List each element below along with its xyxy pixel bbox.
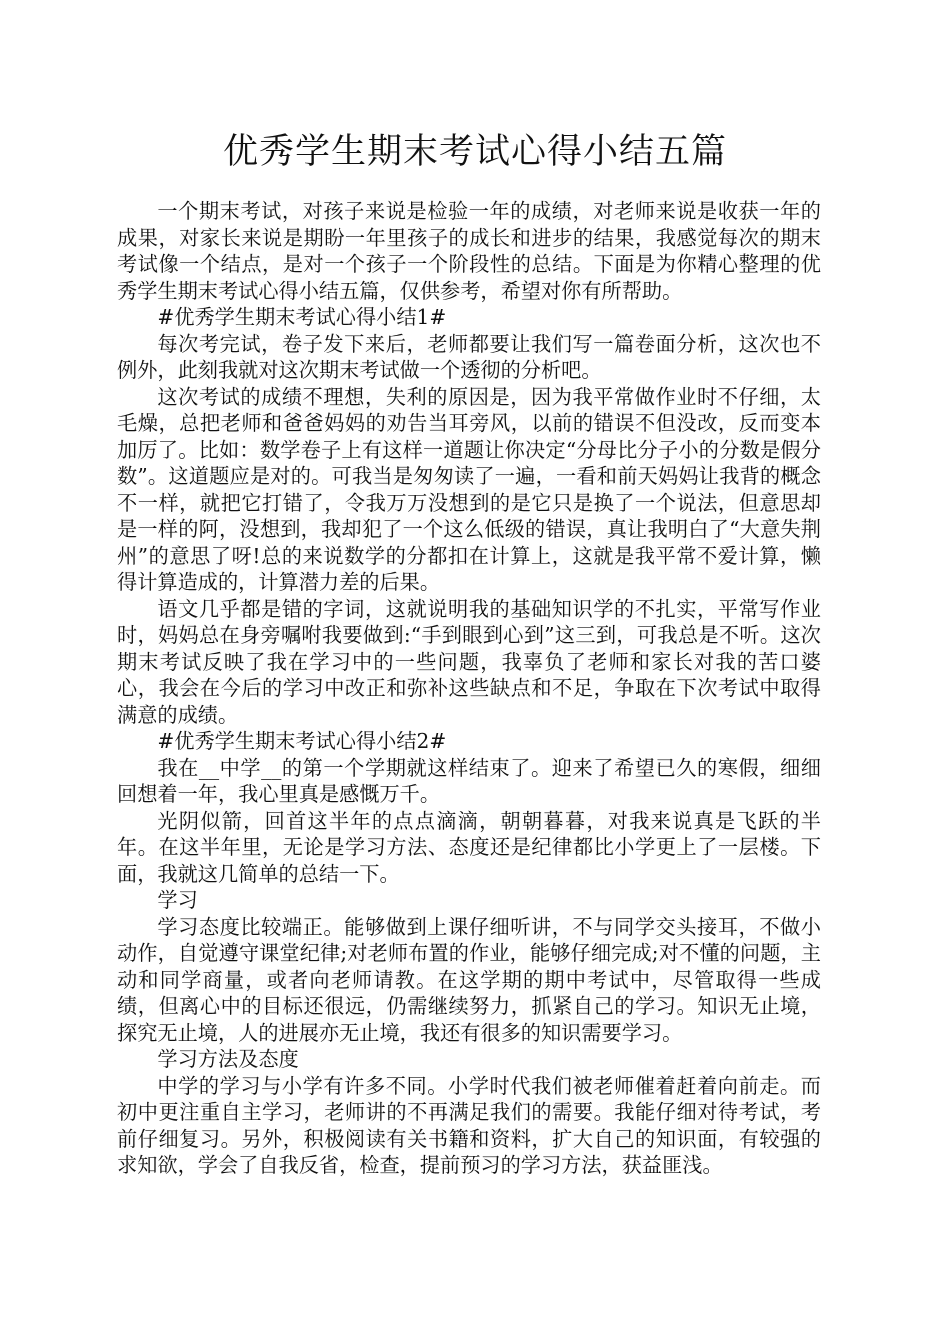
section-heading-1: #优秀学生期末考试心得小结1# xyxy=(157,305,447,329)
paragraph: 我在__中学__的第一个学期就这样结束了。迎来了希望已久的寒假，细细回想着一年，我心里真是感慨万千。 xyxy=(117,755,821,806)
section-heading-2: #优秀学生期末考试心得小结2# xyxy=(157,729,447,753)
paragraph-intro: 一个期末考试，对孩子来说是检验一年的成绩，对老师来说是收获一年的成果，对家长来说是期盼一年里孩子的成长和进步的结果，我感觉每次的期末考试像一个结点，是对一个孩子一个阶段性的总结。下面是为你精心整理的优秀学生期末考试心得小结五篇，仅供参考，希望对你有所帮助。 xyxy=(117,199,821,303)
paragraph: 学习态度比较端正。能够做到上课仔细听讲，不与同学交头接耳，不做小动作，自觉遵守课堂纪律;对老师布置的作业，能够仔细完成;对不懂的问题，主动和同学商量，或者向老师请教。在这学期的期中考试中，尽管取得一些成绩，但离心中的目标还很远，仍需继续努力，抓紧自己的学习。知识无止境，探究无止境，人的进展亦无止境，我还有很多的知识需要学习。 xyxy=(117,914,821,1045)
paragraph: 每次考完试，卷子发下来后，老师都要让我们写一篇卷面分析，这次也不例外，此刻我就对这次期末考试做一个透彻的分析吧。 xyxy=(117,331,821,382)
paragraph: 中学的学习与小学有许多不同。小学时代我们被老师催着赶着向前走。而初中更注重自主学习，老师讲的不再满足我们的需要。我能仔细对待考试，考前仔细复习。另外，积极阅读有关书籍和资料，扩大自己的知识面，有较强的求知欲，学会了自我反省，检查，提前预习的学习方法，获益匪浅。 xyxy=(117,1073,821,1177)
document-body xyxy=(117,198,821,1179)
paragraph: 这次考试的成绩不理想，失利的原因是，因为我平常做作业时不仔细，太毛燥，总把老师和爸爸妈妈的劝告当耳旁风，以前的错误不但没改，反而变本加厉了。比如：数学卷子上有这样一道题让你决定“分母比分子小的分数是假分数”。这道题应是对的。可我当是匆匆读了一遍，一看和前天妈妈让我背的概念不一样，就把它打错了，令我万万没想到的是它只是换了一个说法，但意思却是一样的阿，没想到，我却犯了一个这么低级的错误，真让我明白了“大意失荆州”的意思了呀!总的来说数学的分都扣在计算上，这就是我平常不爱计算，懒得计算造成的，计算潜力差的后果。 xyxy=(117,384,821,594)
document-title: 优秀学生期末考试心得小结五篇 xyxy=(222,132,727,172)
subheading-study-method: 学习方法及态度 xyxy=(157,1047,299,1071)
paragraph: 语文几乎都是错的字词，这就说明我的基础知识学的不扎实，平常写作业时，妈妈总在身旁嘱咐我要做到:“手到眼到心到”这三到，可我总是不听。这次期末考试反映了我在学习中的一些问题，我辜负了老师和家长对我的苦口婆心，我会在今后的学习中改正和弥补这些缺点和不足，争取在下次考试中取得满意的成绩。 xyxy=(117,596,821,727)
paragraph: 光阴似箭，回首这半年的点点滴滴，朝朝暮暮，对我来说真是飞跃的半年。在这半年里，无论是学习方法、态度还是纪律都比小学更上了一层楼。下面，我就这几简单的总结一下。 xyxy=(117,808,821,886)
subheading-study: 学习 xyxy=(157,888,198,912)
